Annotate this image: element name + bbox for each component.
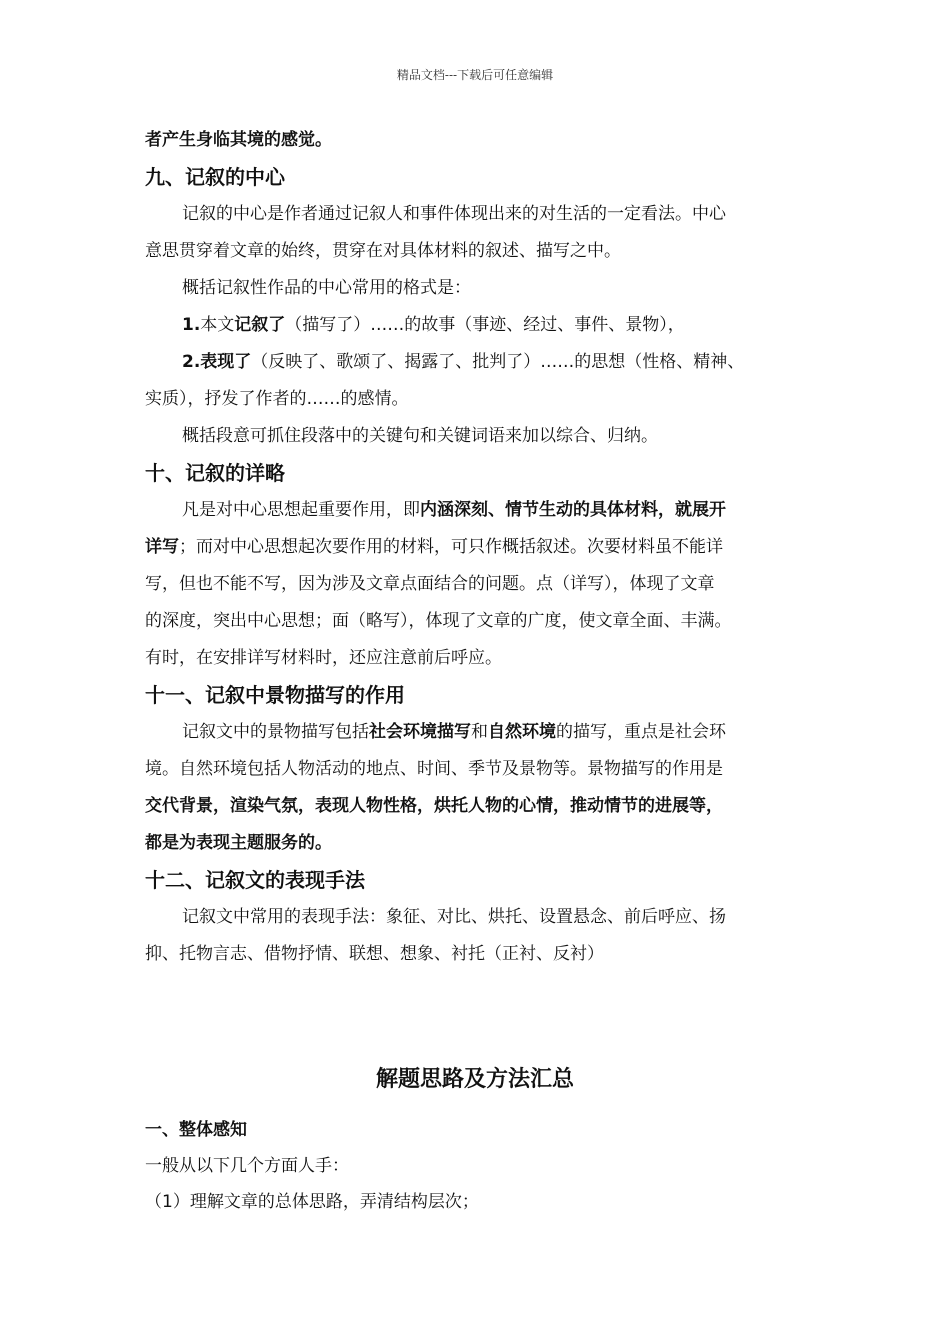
section-heading-10: 十、记叙的详略	[145, 461, 285, 485]
bold-text: 交代背景，渲染气氛，表现人物性格，烘托人物的心情，推动情节的进展等，	[145, 796, 723, 816]
bold-text: 1.	[182, 315, 201, 335]
text: 的描写，重点是社会环	[556, 722, 726, 742]
section-heading-11: 十一、记叙中景物描写的作用	[145, 683, 405, 707]
paragraph-line: 实质），抒发了作者的……的感情。	[145, 389, 409, 409]
format-line-1	[145, 307, 825, 344]
text: 记叙文中的景物描写包括	[182, 722, 369, 742]
paragraph-line: 的深度，突出中心思想；面（略写），体现了文章的广度，使文章全面、丰满。	[145, 611, 732, 631]
paragraph-line: （1）理解文章的总体思路，弄清结构层次；	[145, 1192, 479, 1212]
bold-text: 都是为表现主题服务的。	[145, 833, 332, 853]
paragraph-line: 抑、托物言志、借物抒情、联想、想象、衬托（正衬、反衬）	[145, 944, 604, 964]
bold-text: 社会环境描写	[369, 722, 471, 742]
paragraph-line: 概括记叙性作品的中心常用的格式是：	[182, 278, 471, 298]
paragraph-line	[145, 529, 825, 566]
page-header: 精品文档---下载后可任意编辑	[396, 68, 554, 82]
paragraph-line: 写，但也不能不写，因为涉及文章点面结合的问题。点（详写），体现了文章	[145, 574, 715, 594]
paragraph-line	[145, 788, 825, 825]
text: （描写了）……的故事（事迹、经过、事件、景物），	[285, 315, 685, 335]
paragraph-line: 有时，在安排详写材料时，还应注意前后呼应。	[145, 648, 502, 668]
bold-text: 详写	[145, 537, 179, 557]
paragraph-line: 意思贯穿着文章的始终，贯穿在对具体材料的叙述、描写之中。	[145, 241, 621, 261]
bold-text: 2.表现了	[182, 352, 252, 372]
text: 和	[471, 722, 488, 742]
paragraph-line	[145, 714, 825, 751]
format-line-2	[145, 344, 825, 381]
document-body	[145, 122, 825, 973]
part-title: 解题思路及方法汇总	[375, 1067, 574, 1092]
text: 凡是对中心思想起重要作用，即	[182, 500, 420, 520]
paragraph-line: 一般从以下几个方面人手：	[145, 1156, 349, 1176]
paragraph-line: 记叙的中心是作者通过记叙人和事件体现出来的对生活的一定看法。中心	[182, 204, 726, 224]
text: ；而对中心思想起次要作用的材料，可只作概括叙述。次要材料虽不能详	[179, 537, 723, 557]
sub-heading: 一、整体感知	[145, 1120, 247, 1140]
paragraph-line: 境。自然环境包括人物活动的地点、时间、季节及景物等。景物描写的作用是	[145, 759, 723, 779]
paragraph-line: 记叙文中常用的表现手法：象征、对比、烘托、设置悬念、前后呼应、扬	[182, 907, 726, 927]
paragraph-line	[145, 492, 825, 529]
section-heading-9: 九、记叙的中心	[145, 165, 285, 189]
paragraph-line: 概括段意可抓住段落中的关键句和关键词语来加以综合、归纳。	[182, 426, 658, 446]
bold-text: 记叙了	[234, 315, 286, 335]
text: （反映了、歌颂了、揭露了、批判了）……的思想（性格、精神、	[251, 352, 745, 372]
document-body-part2	[145, 1112, 825, 1220]
section-heading-12: 十二、记叙文的表现手法	[145, 868, 365, 892]
bold-text: 者产生身临其境的感觉。	[145, 130, 332, 150]
text: 本文	[200, 315, 235, 335]
bold-text: 内涵深刻、情节生动的具体材料，就展开	[420, 500, 726, 520]
paragraph-line	[145, 825, 825, 862]
paragraph-line	[145, 122, 825, 159]
bold-text: 自然环境	[488, 722, 556, 742]
